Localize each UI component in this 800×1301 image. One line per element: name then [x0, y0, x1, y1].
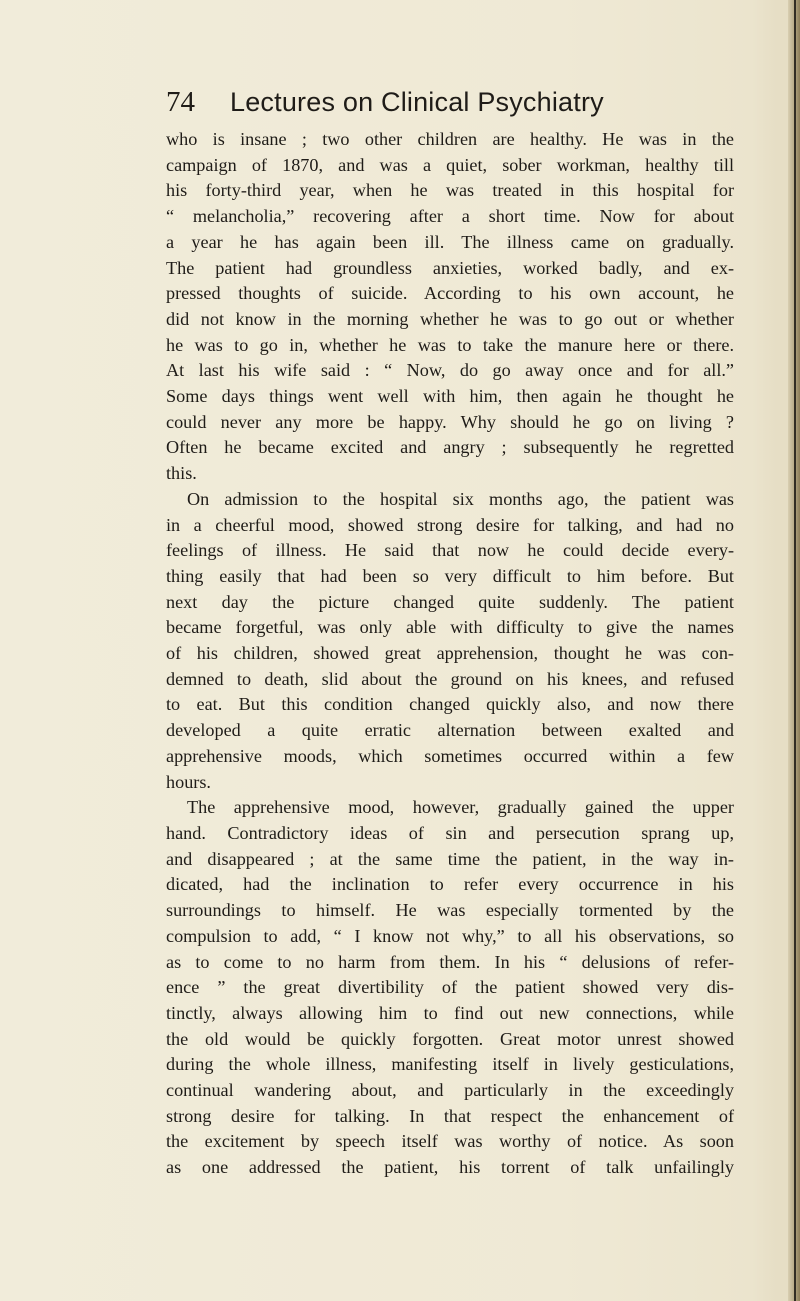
text-line: Often he became excited and angry ; subsequently he regretted — [166, 437, 734, 458]
text-line: could never any more be happy. Why should he go on living ? — [166, 411, 734, 432]
text-line: the old would be quickly forgotten. Great motor unrest showed — [166, 1028, 734, 1049]
text-line: next day the picture changed quite suddenly. The patient — [166, 591, 734, 612]
text-line: pressed thoughts of suicide. According to his own account, he — [166, 283, 734, 304]
text-line: became forgetful, was only able with difficulty to give the names — [166, 617, 734, 638]
page-edge-line — [794, 0, 796, 1301]
page-header — [166, 82, 636, 122]
text-line: The apprehensive mood, however, gradually gained the upper — [187, 797, 734, 818]
text-line: tinctly, always allowing him to find out new connections, while — [166, 1002, 734, 1023]
text-line: hours. — [166, 771, 211, 792]
text-line: The patient had groundless anxieties, worked badly, and ex- — [166, 257, 734, 278]
text-line: as to come to no harm from them. In his “ delusions of refer- — [166, 951, 734, 972]
text-line: did not know in the morning whether he was to go out or whether — [166, 308, 734, 329]
text-line: and disappeared ; at the same time the patient, in the way in- — [166, 848, 734, 869]
text-line: feelings of illness. He said that now he could decide every- — [166, 540, 734, 561]
text-line: dicated, had the inclination to refer every occurrence in his — [166, 874, 734, 895]
text-line: to eat. But this condition changed quickly also, and now there — [166, 694, 734, 715]
text-line: continual wandering about, and particularly in the exceedingly — [166, 1080, 734, 1101]
text-line: a year he has again been ill. The illness came on gradually. — [166, 231, 734, 252]
text-line: hand. Contradictory ideas of sin and persecution sprang up, — [166, 822, 734, 843]
text-line: the excitement by speech itself was worthy of notice. As soon — [166, 1131, 734, 1152]
text-line: At last his wife said : “ Now, do go away once and for all.” — [166, 360, 734, 381]
text-line: during the whole illness, manifesting itself in lively gesticulations, — [166, 1054, 734, 1075]
paragraph-2 — [166, 487, 734, 795]
page-number: 74 — [166, 86, 195, 118]
text-line: apprehensive moods, which sometimes occurred within a few — [166, 745, 734, 766]
text-line: who is insane ; two other children are healthy. He was in the — [166, 129, 734, 149]
text-line: this. — [166, 463, 197, 484]
text-line: developed a quite erratic alternation between exalted and — [166, 720, 734, 741]
text-line: surroundings to himself. He was especially tormented by the — [166, 900, 734, 921]
text-line: of his children, showed great apprehension, thought he was con- — [166, 643, 734, 664]
text-line: “ melancholia,” recovering after a short time. Now for about — [166, 206, 734, 227]
text-line: demned to death, slid about the ground on his knees, and refused — [166, 668, 734, 689]
text-line: ence ” the great divertibility of the patient showed very dis- — [166, 977, 734, 998]
text-line: he was to go in, whether he was to take the manure here or there. — [166, 334, 734, 355]
text-line: his forty-third year, when he was treated in this hospital for — [166, 180, 734, 201]
paragraph-1 — [166, 127, 734, 487]
text-line: strong desire for talking. In that respect the enhancement of — [166, 1105, 734, 1126]
text-line: thing easily that had been so very difficult to him before. But — [166, 565, 734, 586]
text-line: Some days things went well with him, then again he thought he — [166, 386, 734, 407]
body-text — [166, 127, 734, 1181]
text-line: as one addressed the patient, his torrent of talk unfailingly — [166, 1157, 734, 1178]
text-line: campaign of 1870, and was a quiet, sober workman, healthy till — [166, 154, 734, 175]
paragraph-3 — [166, 795, 734, 1181]
text-line: in a cheerful mood, showed strong desire for talking, and had no — [166, 514, 734, 535]
text-line: On admission to the hospital six months ago, the patient was — [187, 488, 734, 509]
running-title: Lectures on Clinical Psychiatry — [230, 87, 604, 117]
text-line: compulsion to add, “ I know not why,” to all his observations, so — [166, 925, 734, 946]
